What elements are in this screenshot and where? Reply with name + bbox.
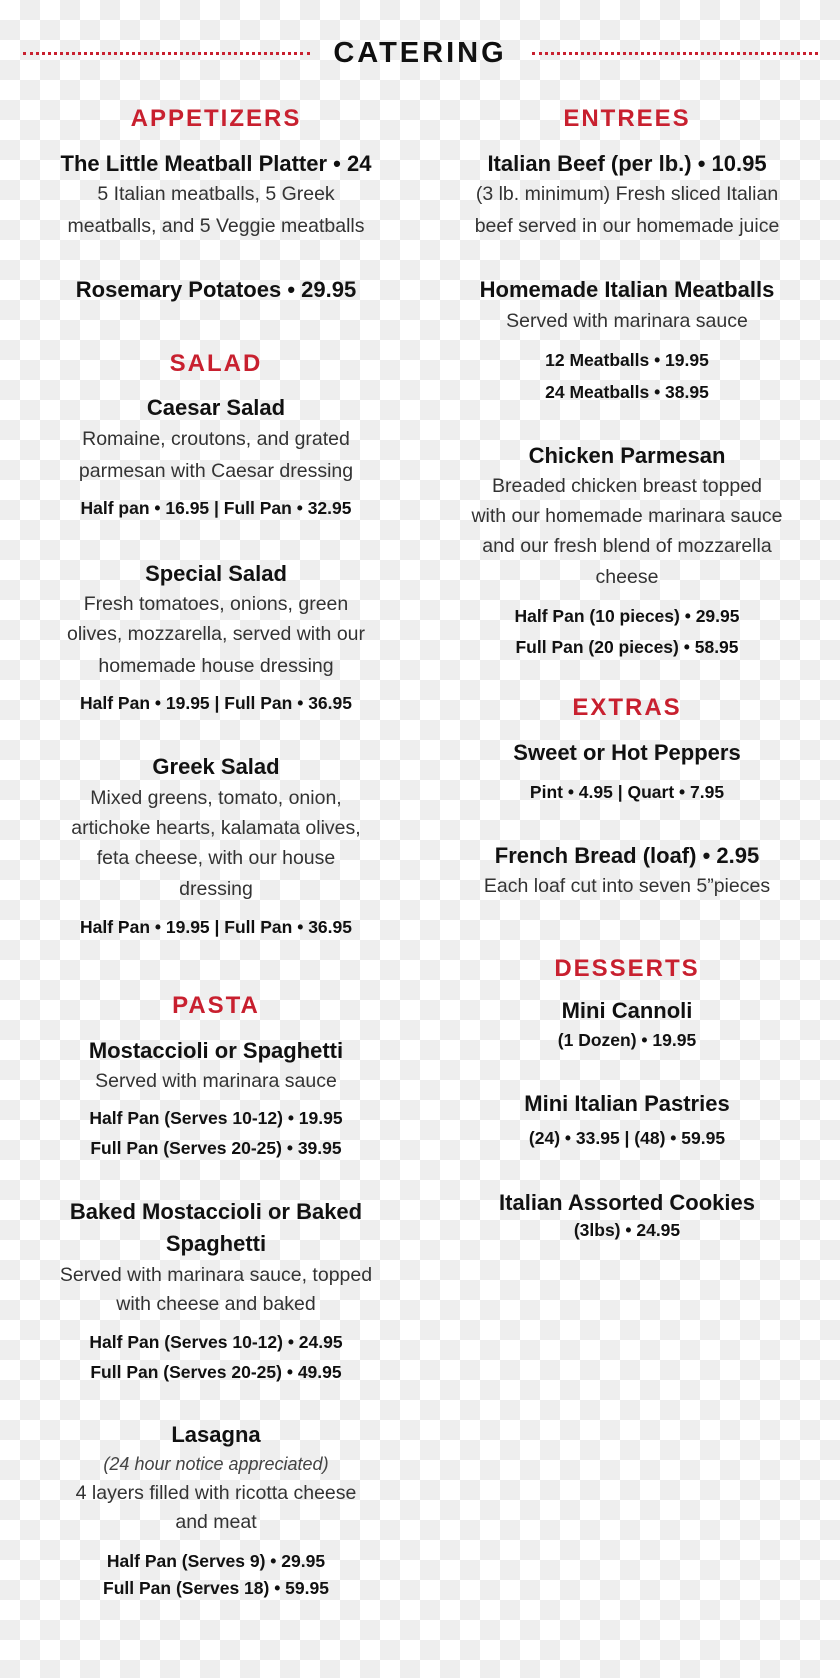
item-desc: beef served in our homemade juice [474,215,780,237]
item-desc: Fresh tomatoes, onions, green [83,593,349,615]
item-price: Pint • 4.95 | Quart • 7.95 [529,782,725,802]
item-name: Spaghetti [165,1231,267,1256]
item-name: Baked Mostaccioli or Baked [69,1199,363,1224]
item-price: (1 Dozen) • 19.95 [557,1030,697,1050]
item-price: Full Pan (Serves 18) • 59.95 [103,1578,329,1598]
item-price: 12 Meatballs • 19.95 [545,350,709,370]
item-price: Half Pan • 19.95 | Full Pan • 36.95 [80,693,352,713]
item-name: Mostaccioli or Spaghetti [88,1038,344,1063]
item-desc: 5 Italian meatballs, 5 Greek [97,183,335,205]
item-price: Full Pan (Serves 20-25) • 39.95 [90,1138,342,1158]
item-desc: meatballs, and 5 Veggie meatballs [67,215,365,237]
dotted-divider-right [532,52,818,58]
item-desc: and meat [175,1511,257,1533]
item-name: Italian Assorted Cookies [499,1190,755,1215]
item-desc: dressing [179,878,253,900]
item-price: Full Pan (20 pieces) • 58.95 [515,637,739,657]
item-price: 24 Meatballs • 38.95 [545,382,709,402]
item-price: Half Pan (Serves 10-12) • 19.95 [89,1108,343,1128]
item-desc: homemade house dressing [98,655,334,677]
item-desc: (3 lb. minimum) Fresh sliced Italian [475,183,779,205]
item-desc: with cheese and baked [116,1293,316,1315]
item-name: Italian Beef (per lb.) • 10.95 [487,151,767,176]
item-name: Homemade Italian Meatballs [479,277,775,302]
item-name: Rosemary Potatoes • 29.95 [75,277,357,302]
item-price: Half Pan (Serves 9) • 29.95 [106,1551,326,1571]
section-heading-entrees: ENTREES [563,105,691,132]
item-desc: Served with marinara sauce [506,310,748,332]
item-price: Half pan • 16.95 | Full Pan • 32.95 [80,498,352,518]
item-desc: and our fresh blend of mozzarella [482,535,772,557]
item-name: Sweet or Hot Peppers [513,740,741,765]
item-desc: 4 layers filled with ricotta cheese [75,1482,357,1504]
item-price: (3lbs) • 24.95 [573,1220,681,1240]
item-name: Caesar Salad [146,395,286,420]
item-desc: Served with marinara sauce, topped [59,1264,373,1286]
item-desc: feta cheese, with our house [96,847,336,869]
section-heading-pasta: PASTA [172,992,260,1019]
item-note: (24 hour notice appreciated) [103,1454,329,1474]
item-desc: artichoke hearts, kalamata olives, [71,817,361,839]
page-title: CATERING [333,37,507,69]
section-heading-extras: EXTRAS [572,694,682,721]
item-price: (24) • 33.95 | (48) • 59.95 [528,1128,726,1148]
section-heading-appetizers: APPETIZERS [130,105,302,132]
item-price: Half Pan (10 pieces) • 29.95 [514,606,740,626]
item-name: Special Salad [145,561,287,586]
item-desc: Served with marinara sauce [95,1070,337,1092]
item-price: Half Pan (Serves 10-12) • 24.95 [89,1332,343,1352]
item-name: Chicken Parmesan [528,443,726,468]
item-name: The Little Meatball Platter • 24 [60,151,372,176]
section-heading-salad: SALAD [169,350,263,377]
item-name: Lasagna [171,1422,261,1447]
item-desc: cheese [595,566,659,588]
item-desc: olives, mozzarella, served with our [66,623,366,645]
item-name: Mini Italian Pastries [524,1091,730,1116]
item-desc: Each loaf cut into seven 5”pieces [483,875,771,897]
item-name: French Bread (loaf) • 2.95 [494,843,760,868]
item-desc: Mixed greens, tomato, onion, [90,787,342,809]
section-heading-desserts: DESSERTS [554,955,700,982]
item-price: Half Pan • 19.95 | Full Pan • 36.95 [80,917,352,937]
item-desc: Breaded chicken breast topped [492,475,762,497]
item-desc: parmesan with Caesar dressing [78,460,354,482]
item-name: Greek Salad [152,754,280,779]
item-name: Mini Cannoli [561,998,693,1023]
item-desc: with our homemade marinara sauce [471,505,783,527]
item-price: Full Pan (Serves 20-25) • 49.95 [90,1362,342,1382]
item-desc: Romaine, croutons, and grated [82,428,350,450]
